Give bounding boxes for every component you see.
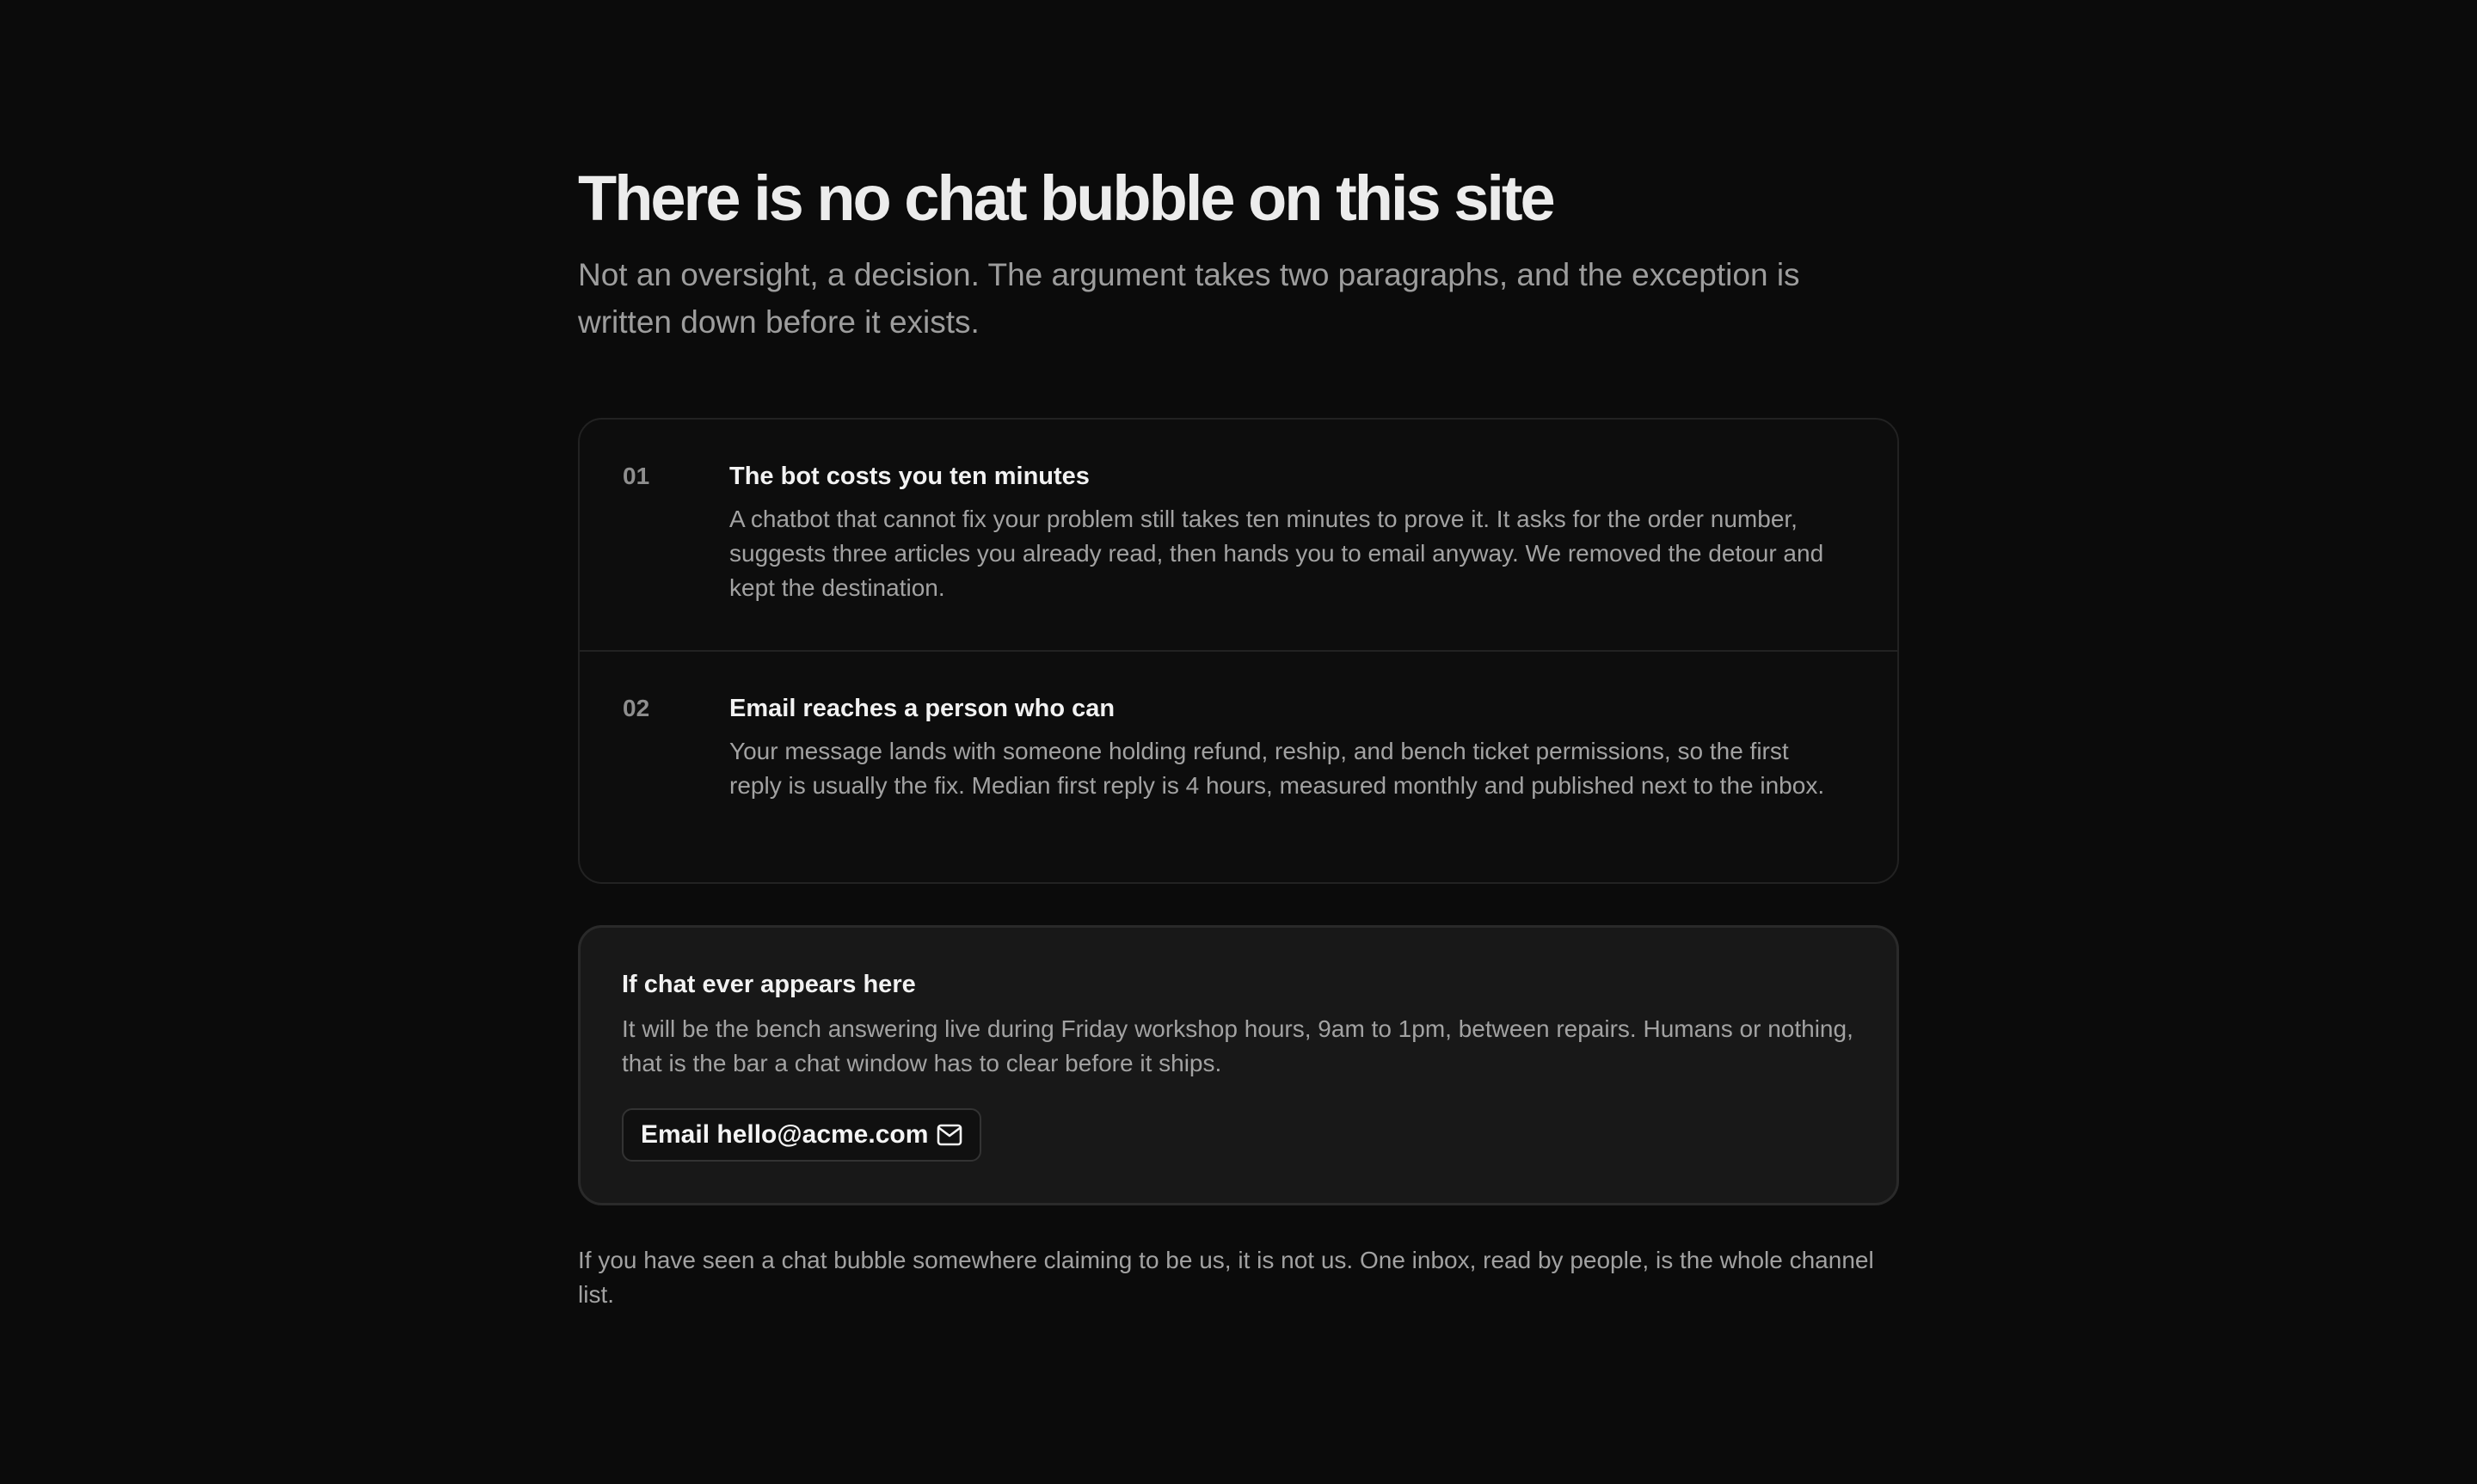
exception-card [578, 925, 1899, 1205]
page-title: There is no chat bubble on this site [578, 163, 1553, 234]
reason-number: 02 [623, 695, 650, 721]
reason-text: Your message lands with someone holding refund, reship, and bench ticket permissions, so the first reply is usually the fix. Median first reply is 4 hours, measured monthly and published next to the inbox. [729, 738, 1825, 799]
footnote: If you have seen a chat bubble somewhere claiming to be us, it is not us. One inbox, read by people, is the whole channel list. [578, 1247, 1874, 1308]
email-button[interactable] [622, 1108, 981, 1162]
mail-icon [937, 1124, 962, 1146]
exception-title: If chat ever appears here [622, 971, 916, 998]
reason-text: A chatbot that cannot fix your problem still takes ten minutes to prove it. It asks for the order number, suggests three articles you already read, then hands you to email anyway. We removed the detour and kept the destination. [729, 506, 1824, 601]
reason-item [580, 420, 1897, 650]
exception-text: It will be the bench answering live during Friday workshop hours, 9am to 1pm, between repairs. Humans or nothing, that is the bar a chat window has to clear before it ships. [622, 1015, 1853, 1076]
reasons-card [578, 418, 1899, 884]
reason-body [729, 459, 1854, 609]
reason-body [729, 691, 1854, 841]
reason-item [580, 650, 1897, 882]
email-button-label: Email hello@acme.com [641, 1120, 929, 1149]
reason-title: The bot costs you ten minutes [729, 463, 1090, 490]
main-content [578, 160, 1899, 1336]
page-subtitle: Not an oversight, a decision. The argument takes two paragraphs, and the exception is written down before it exists. [578, 257, 1800, 340]
reason-number: 01 [623, 463, 650, 489]
reason-title: Email reaches a person who can [729, 695, 1116, 722]
